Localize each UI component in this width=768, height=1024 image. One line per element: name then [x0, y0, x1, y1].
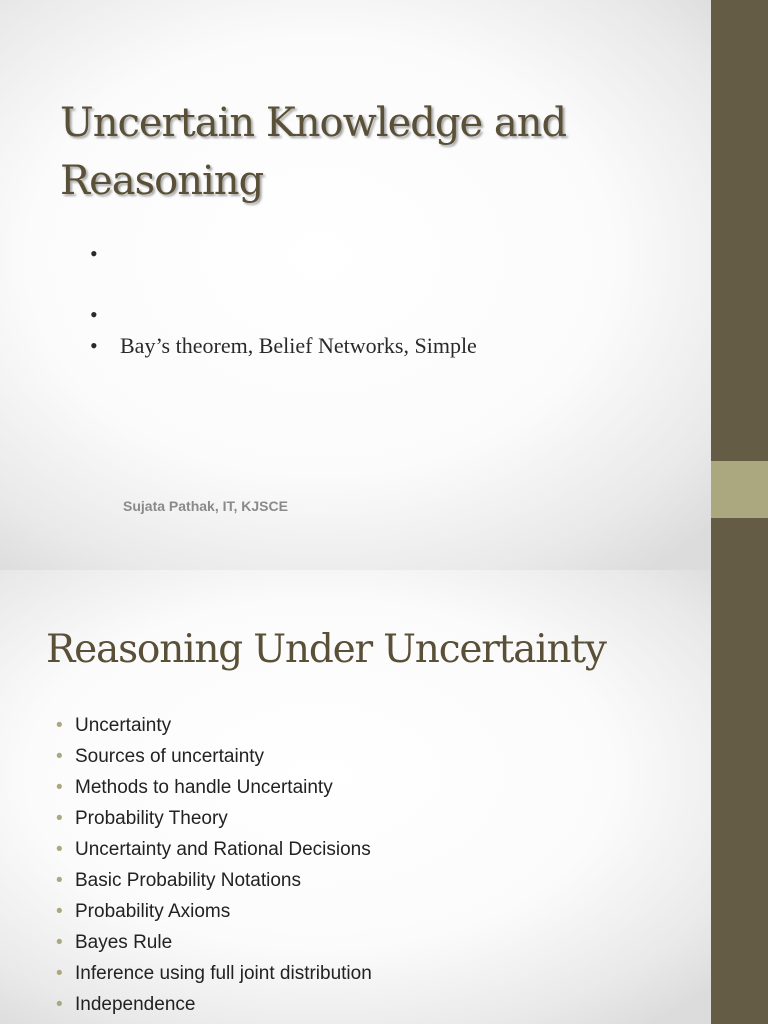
list-item: • Bayes Rule [56, 927, 372, 958]
slide-2 [0, 570, 711, 1024]
list-item: • Sources of uncertainty [56, 741, 372, 772]
sidebar-accent-block [711, 461, 768, 518]
author-footer: Sujata Pathak, IT, KJSCE [123, 498, 288, 514]
list-item: • Bay’s theorem, Belief Networks, Simple [90, 330, 690, 361]
bullet-list [90, 238, 690, 361]
bullet-list [56, 710, 372, 1020]
list-item: • Uncertainty [56, 710, 372, 741]
list-item: • Methods to handle Uncertainty [56, 772, 372, 803]
list-item: • Probability Theory [56, 803, 372, 834]
list-item: • Probability Axioms [56, 896, 372, 927]
list-item: • Inference using full joint distribution [56, 958, 372, 989]
list-item: • Basic Probability Notations [56, 865, 372, 896]
list-item [90, 299, 690, 330]
list-item: • Independence [56, 989, 372, 1020]
slide-title: Reasoning Under Uncertainty [46, 627, 606, 672]
slide-title: Uncertain Knowledge and Reasoning [60, 100, 567, 204]
list-item: • Uncertainty and Rational Decisions [56, 834, 372, 865]
list-item [90, 238, 690, 269]
